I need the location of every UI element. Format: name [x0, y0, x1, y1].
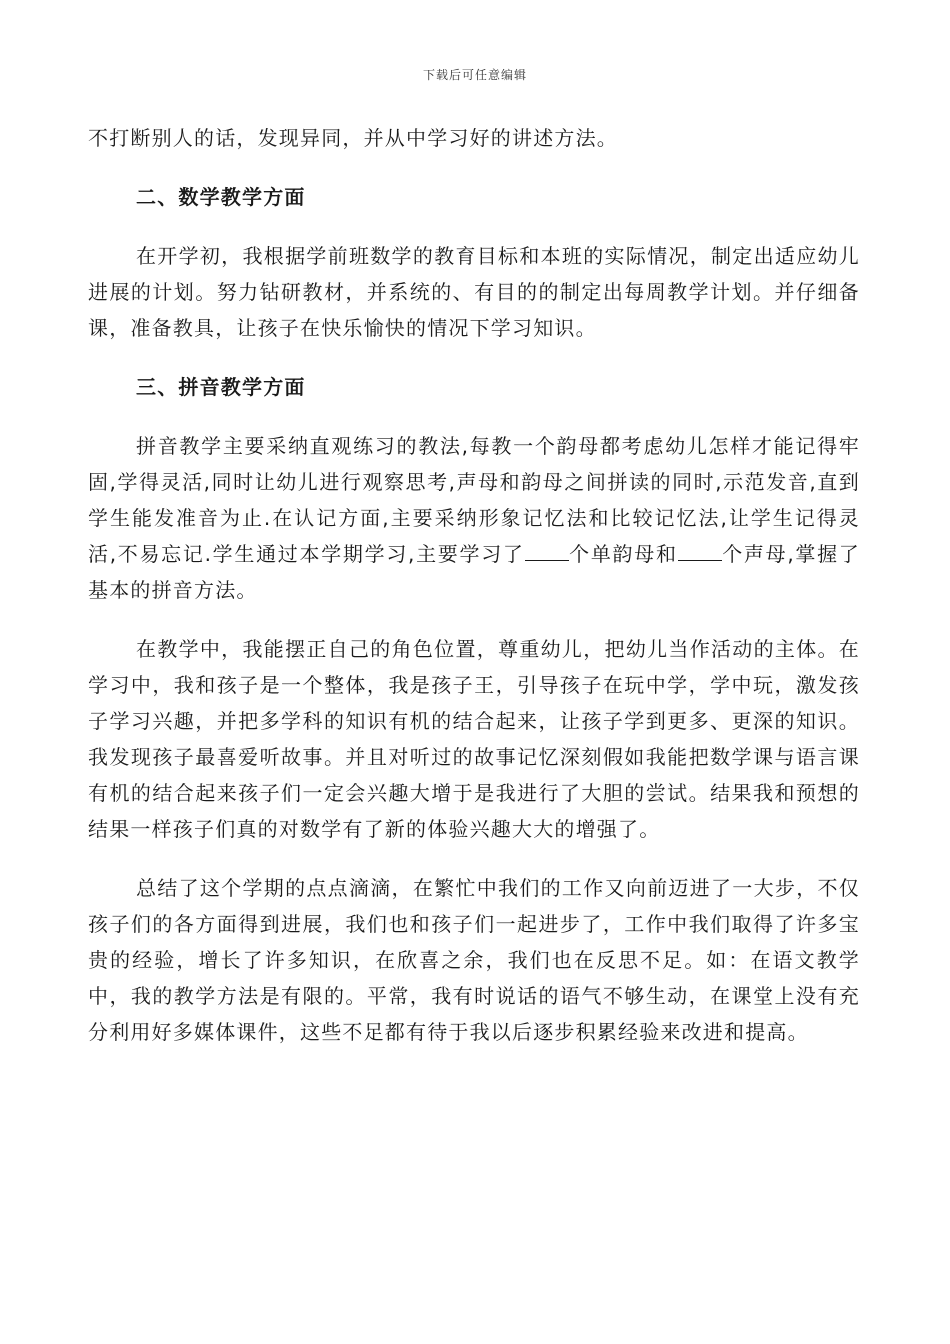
spacer: [88, 847, 860, 870]
paragraph-1: 不打断别人的话，发现异同，并从中学习好的讲述方法。: [88, 126, 618, 150]
document-body: [88, 120, 860, 1050]
spacer: [88, 405, 860, 428]
fill-in-blank-2: [678, 542, 722, 561]
spacer: [88, 215, 860, 238]
header-note: 下载后可任意编辑: [422, 68, 527, 82]
pinyin-text-part-1: 拼音教学主要采纳直观练习的教法,每教一个韵母都考虑幼儿怎样才能记得牢固,学得灵活,同时让幼儿进行观察思考,声母和韵母之间拼读的同时,示范发音,直到学生能发准音为止.在认记方面,主要采纳形象记忆法和比较记忆法,让学生记得灵活,不易忘记.学生通过本学期学习,主要学习了: [88, 434, 860, 566]
section-heading-pinyin: 三、拼音教学方面: [136, 375, 306, 399]
spacer: [88, 608, 860, 631]
spacer: [88, 156, 860, 179]
paragraph-pinyin: [88, 428, 860, 608]
fill-in-blank-1: [525, 542, 569, 561]
pinyin-text-part-3: 个声母,掌握了基本的拼音方法。: [88, 542, 860, 602]
section-heading-math: 二、数学教学方面: [136, 185, 306, 209]
pinyin-text-part-2: 个单韵母和: [568, 542, 678, 566]
spacer: [88, 346, 860, 369]
paragraph-teaching: 在教学中，我能摆正自己的角色位置，尊重幼儿，把幼儿当作活动的主体。在学习中，我和孩子是一个整体，我是孩子王，引导孩子在玩中学，学中玩，激发孩子学习兴趣，并把多学科的知识有机的结合起来，让孩子学到更多、更深的知识。我发现孩子最喜爱听故事。并且对听过的故事记忆深刻假如我能把数学课与语言课有机的结合起来孩子们一定会兴趣大增于是我进行了大胆的尝试。结果我和预想的结果一样孩子们真的对数学有了新的体验兴趣大大的增强了。: [88, 637, 860, 841]
paragraph-summary: 总结了这个学期的点点滴滴，在繁忙中我们的工作又向前迈进了一大步，不仅孩子们的各方面得到进展，我们也和孩子们一起进步了，工作中我们取得了许多宝贵的经验，增长了许多知识，在欣喜之余，我们也在反思不足。如：在语文教学中，我的教学方法是有限的。平常，我有时说话的语气不够生动，在课堂上没有充分利用好多媒体课件，这些不足都有待于我以后逐步积累经验来改进和提高。: [88, 876, 860, 1044]
paragraph-math: 在开学初，我根据学前班数学的教育目标和本班的实际情况，制定出适应幼儿进展的计划。努力钻研教材，并系统的、有目的的制定出每周教学计划。并仔细备课，准备教具，让孩子在快乐愉快的情况下学习知识。: [88, 244, 860, 340]
